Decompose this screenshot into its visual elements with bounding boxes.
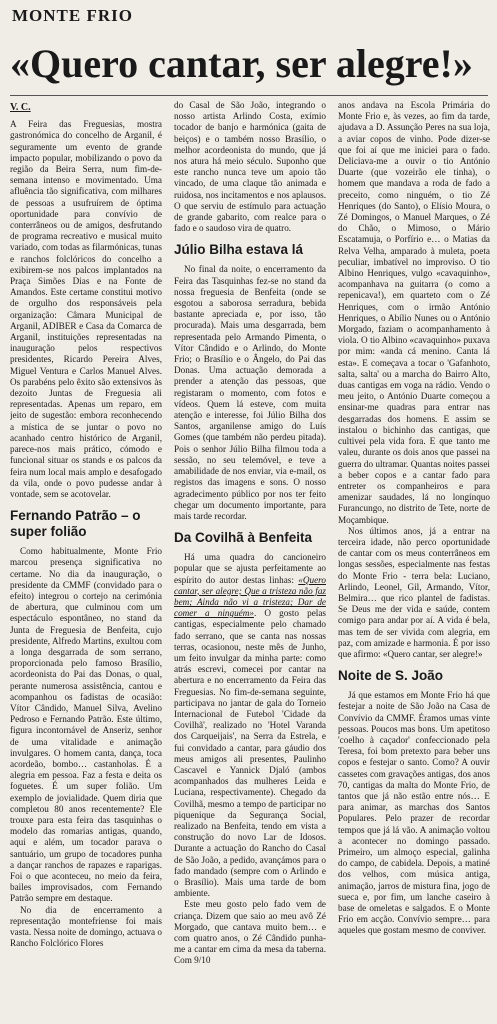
- paragraph: Já que estamos em Monte Frio há que festejar a noite de São João na Casa de Convívio da CMMF. Éramos umas vinte pessoas. Poucos mas bons. Um apetitoso 'coelho à caçador' confeccionado pela Teresa, foi bom pretexto para beber uns copos e festejar o santo. Como? A ouvir cassetes com gravações antigas, dos anos 70, cantigas da malta do Monte Frio, de tantos que já não estão entre nós… E para animar, as marchas dos Santos Populares. Pelo prazer de recordar tempos que já lá vão. A animação voltou a acontecer no domingo passado. Primeiro, um almoço especial, galinha do campo, de cabidela. Depois, a matiné dos velhos, com música antiga, animação, jarros de mistura fina, jogo de sueca e, por fim, um lanche caseiro à base de omeletas e salgados. E o Monte Frio em acção. Convívio sempre… para aqueles que gostam mesmo de conviver.: [338, 690, 490, 936]
- section-title: MONTE FRIO: [12, 6, 133, 25]
- byline: V. C.: [10, 102, 31, 113]
- subheading: Fernando Patrão – o super folião: [10, 508, 141, 540]
- paragraph: A Feira das Freguesias, mostra gastronómica do concelho de Arganil, é seguramente um evento de grande impacto popular, mobilizando o povo da região da Beira Serra, num fim-de-semana intenso e movimentado. Uma afluência tão significativa, com milhares de pessoas a usufruírem de óptima oportunidade para convívio de conterrâneos ou de amigos, desfrutando de programa recreativo e musical muito variado, com todas as filarmónicas, tunas e ranchos folclóricos do concelho a exibirem-se nos palcos implantados na Praça Simões Dias e na Fonte de Amandos. Este certame constitui motivo de orgulho dos responsáveis pela organização: Câmara Municipal de Arganil, ADIBER e Casa da Comarca de Arganil, instituições representadas na inauguração pelos respectivos presidentes, Ricardo Pereira Alves, Miguel Ventura e Carlos Manuel Alves. Os parabéns pelo êxito são extensivos às dezoito Juntas de Freguesia ali representadas. Apenas um reparo, em jeito de sugestão: embora reconhecendo a mística de se juntar o povo no acanhado centro histórico de Arganil, parece-nos mais prático, cómodo e funcional situar os stands e os palcos da feira num local mais amplo e desafogado da vila, onde o povo pudesse andar à vontade, sem se acotovelar.: [10, 119, 162, 499]
- paragraph-text: Há uma quadra do cancioneiro popular que se ajusta perfeitamente ao espírito do autor destas linhas:: [174, 552, 326, 585]
- subheading: Da Covilhã à Benfeita: [174, 530, 313, 546]
- subheading: Noite de S. João: [338, 668, 444, 684]
- column-3: [338, 100, 490, 1018]
- paragraph: Nos últimos anos, já a entrar na terceira idade, não perco oportunidade de cantar com os meus conterrâneos em longas sessões, especialmente nas festas do Monte Frio - terra bela: Luciano, Arlindo, Leonel, Gil, Armando, Vítor, Belmira… que rico plantel de fadistas. Se Deus me der vida e saúde, contem comigo para andar por aí. A vida é bela, mas tem de ser vivida com alegria, em paz, com amizade e harmonia. É por isso que afirmo: «Quero cantar, ser alegre!»: [338, 525, 490, 659]
- column-2: [174, 100, 326, 1018]
- divider: [10, 95, 488, 96]
- paragraph: No final da noite, o encerramento da Feira das Tasquinhas fez-se no stand da nossa freguesia de Benfeita (onde se esgotou a saborosa serradura, bebida bastante apreciada e, por isso, tão procurada). Mais uma desgarrada, bem representada pelo Armando Pimenta, o Vítor Cândido e o Arlindo, do Monte Frio; o Brasílio e o Ângelo, do Pai das Donas. Uma actuação demorada a prender a atenção das pessoas, que registaram o momento, com fotos e vídeos. Quem lá esteve, com muita atenção e interesse, foi Júlio Bilha dos Santos, arganilense amigo do Luís Gomes (que também não perdeu pitada). Pois o senhor Júlio Bilha filmou toda a sessão, no seu telemóvel, e teve a amabilidade de nos enviar, via e-mail, os registos das imagens e sons. O nosso agradecimento público por nos ter feito chegar um documento importante, para mais tarde recordar.: [174, 264, 326, 521]
- paragraph: anos andava na Escola Primária do Monte Frio e, às vezes, ao fim da tarde, ajudava a D. Assunção Peres na sua loja, a aviar copos de vinho. Pode dizer-se que foi aí que me iniciei para o fado. Deliciava-me a ouvir o tio António Duarte (que vozeirão ele tinha), o homem que mandava a roda de fado a preceito, como ninguém, o tio Zé Henriques (do Santo), o Elísio Moura, o Zé Domingos, o Manuel Marques, o Zé do Chão, o Mimoso, o Mário Escatamuja, o Porfírio e… o Matias da Relva Velha, amparado à muleta, poeta peculiar, imbatível no improviso. O tio Albino Henriques, vulgo «cavaquinho», acompanhava na guitarra (o como a repenicava!), em quarteto com o Zé Henriques, com o irmão António Henriques, o Abílio Nunes ou o António Morgado, faziam o acompanhamento à viola. O tio Albino «cavaquinho» puxava por mim: «anda cá menino. Canta lá esta». E começava a tocar o 'Gafanhoto, salta, salta' ou a marcha do Bairro Alto, duas cantigas em voga na rádio. Vendo o meu jeito, o António Duarte começou a ensinar-me quadras para entrar nas desgarradas dos homens. E assim se instalou o bichinho das cantigas, que cultivei pela vida fora. E que tanto me valeu, durante os dois anos que passei na guerra do ultramar. Quantas noites passei a beber copos e a cantar fado para entreter os companheiros e para amenizar saudades, lá no longínquo Furancungo, no distrito de Tete, norte de Moçambique.: [338, 100, 490, 525]
- subheading: Júlio Bilha estava lá: [174, 242, 304, 258]
- paragraph: [174, 552, 326, 899]
- column-1: [10, 100, 162, 1018]
- paragraph: Como habitualmente, Monte Frio marcou presença significativa no certame. No dia da inauguração, o presidente da CMMF (convidado para o efeito) integrou o cortejo na cerimónia de abertura, que culminou com um espectáculo espontâneo, no stand da Junta de Freguesia de Benfeita, cujo presidente, Alfredo Martins, exultou com a longa desgarrada de som serrano, proporcionada pelo famoso Brasílio, acordeonista do Pai das Donas, o qual, perante numerosa assistência, cantou e acompanhou os fadistas de ocasião: Vítor Cândido, Manuel Silva, Avelino Pedroso e Fernando Patrão. Este último, figura incontornável de Anseriz, senhor de uma vitalidade e animação invulgares. O homem canta, dança, toca acordeão, bombo… castanholas. É a alegria em pessoa. Faz a festa e deita os foguetes. É um super folião. Um exemplo de jovialidade. Quem diria que completou 80 anos recentemente? Ele trouxe para esta feira das tasquinhas o modelo das romarias antigas, quando, aqui e além, um tocador parava o santuário, um grupo de tocadores punha a dançar ranchos de rapazes e raparigas. Foi o que aconteceu, no meio da feira, bailes improvisados, com Fernando Patrão sempre em destaque.: [10, 546, 162, 904]
- page-title: «Quero cantar, ser alegre!»: [10, 41, 473, 86]
- paragraph: No dia de encerramento a representação montefriense foi mais vasta. Nessa noite de domingo, actuava o Rancho Folclórico Flores: [10, 904, 162, 949]
- paragraph-text: . O gosto pelas cantigas, especialmente pelo chamado fado serrano, que se canta nas nossas terras, ocasionou, neste mês de Junho, um feito invulgar da minha parte: como atrás escrevi, comecei por cantar na abertura e no encerramento da Feira das Freguesias. No fim-de-semana seguinte, participava no jantar de gala do Torneio Internacional de Futebol 'Cidade da Covilhã', realizado no 'Hotel Varanda dos Carqueijais', na Serra da Estrela, e fui convidado a cantar, para gáudio dos meus amigos ali presentes, Paulinho Cascavel e Yannick Djaló (ambos acompanhados das mulheres Leida e Luciana, respectivamente). Chegado da Covilhã, mesmo a tempo de participar no piquenique da Segurança Social, realizado na Benfeita, tendo em vista a construção do novo Lar de Idosos. Durante a actuação do Rancho do Casal de São João, a pedido, avançámos para o fado mandado (sempre com o Arlindo e o Brasílio). Mais uma tarde de bom ambiente.: [174, 608, 326, 899]
- paragraph: do Casal de São João, integrando o nosso artista Arlindo Costa, exímio tocador de banjo e harmónica (gaita de beiços) e o também nosso Brasílio, o melhor acordeonista do mundo, que já nos atura há meio século. Suponho que este rancho nunca teve um apoio tão vincado, de uma claque tão animada e ruidosa, nos incitamentos e nos aplausos. O que serviu de estímulo para actuação de grande gabarito, com realce para o fado e o saudoso vira de quatro.: [174, 100, 326, 234]
- paragraph: Este meu gosto pelo fado vem de criança. Dizem que saio ao meu avô Zé Morgado, que cantava muito bem… e com quatro anos, o Zé Cândido punha-me a cantar em cima da mesa da taberna. Com 9/10: [174, 899, 326, 966]
- quote: «Quero cantar, ser alegre; Que a tristeza não faz bem; Ainda não vi a tristeza; Dar de comer a ninguém»: [174, 574, 326, 619]
